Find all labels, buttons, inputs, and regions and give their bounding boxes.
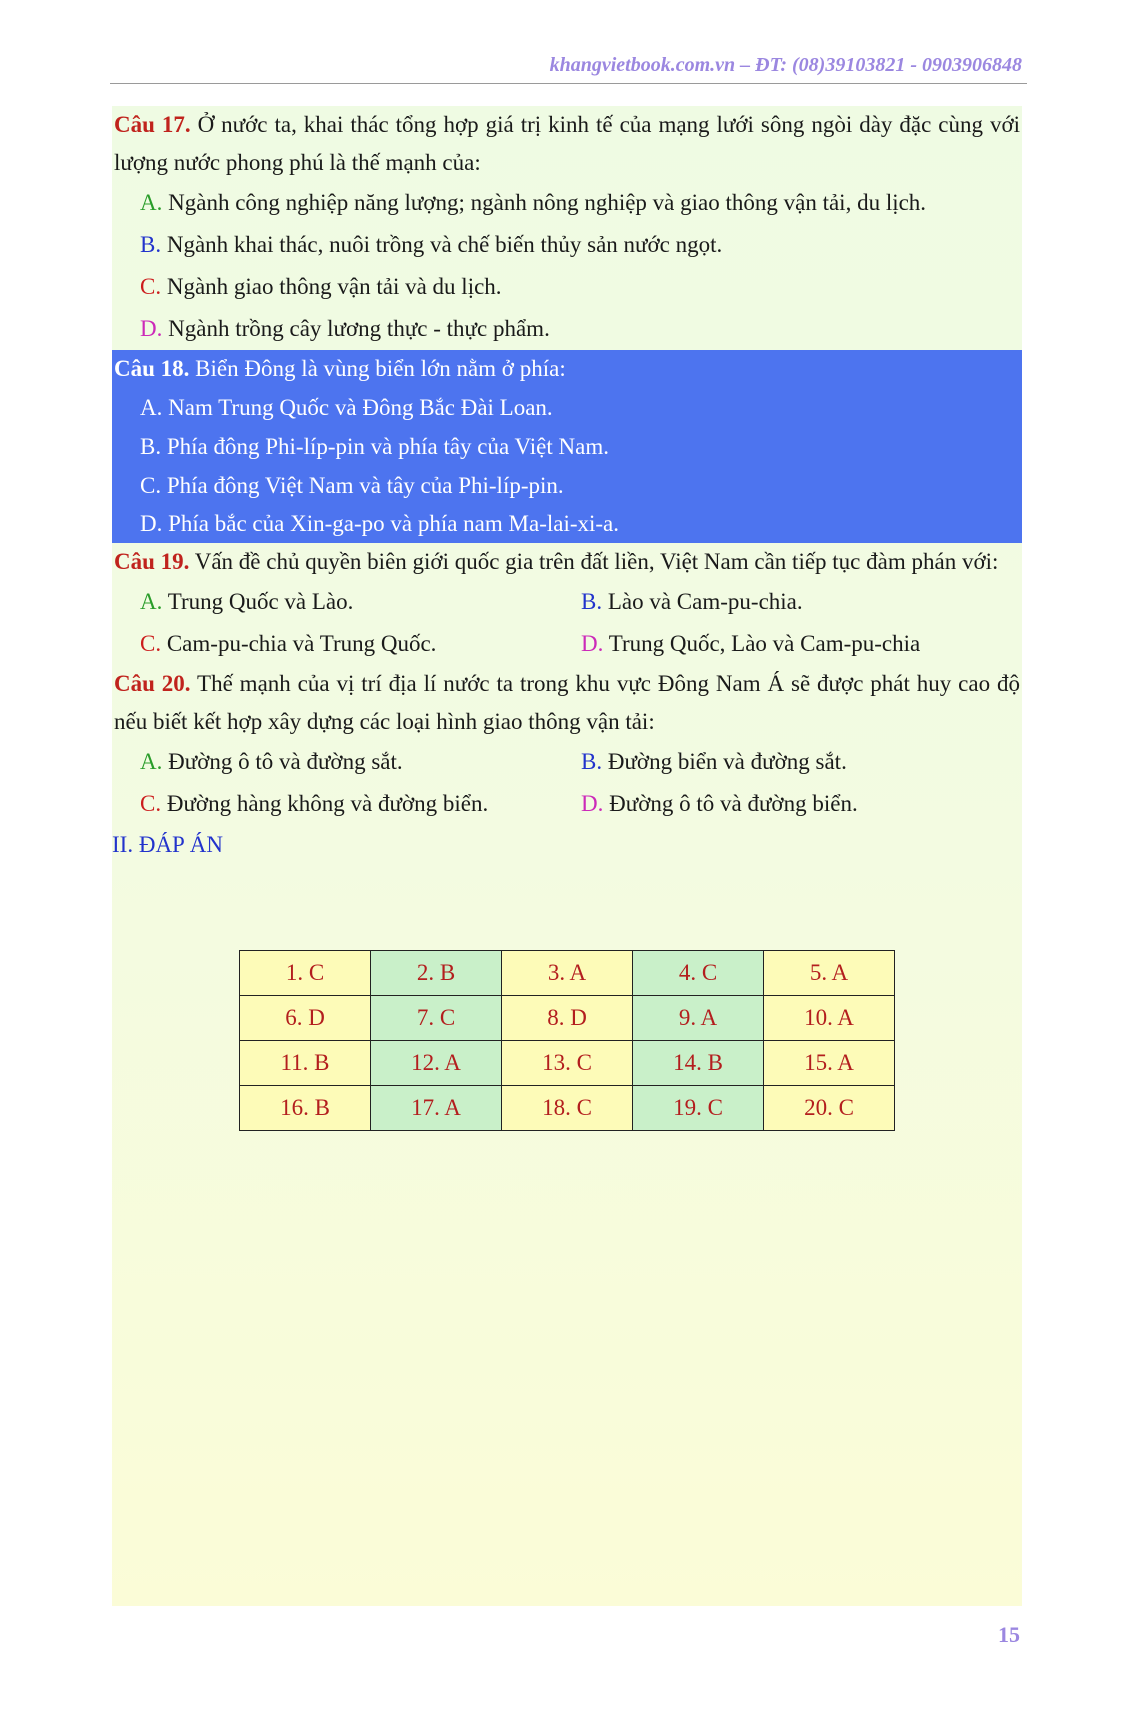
content-area: [112, 106, 1022, 1606]
options-row: [112, 783, 1022, 825]
answer-cell: 5. A: [764, 951, 895, 996]
option-text: Lào và Cam-pu-chia.: [602, 589, 803, 614]
answer-cell: 2. B: [371, 951, 502, 996]
answer-cell: 14. B: [633, 1041, 764, 1086]
answer-cell: 8. D: [502, 996, 633, 1041]
table-row: [240, 996, 895, 1041]
option-b[interactable]: [112, 224, 1022, 266]
option-a[interactable]: [112, 741, 581, 783]
option-letter: C.: [140, 473, 162, 498]
option-c[interactable]: [112, 623, 581, 665]
option-text: Trung Quốc và Lào.: [162, 589, 354, 614]
option-d[interactable]: [112, 505, 1022, 543]
option-letter: D.: [581, 631, 604, 656]
option-letter: B.: [581, 749, 603, 774]
option-letter: A.: [140, 395, 163, 420]
answer-cell: 19. C: [633, 1086, 764, 1131]
question-17-stem: [112, 106, 1022, 182]
options-row: [112, 581, 1022, 623]
option-text: Nam Trung Quốc và Đông Bắc Đài Loan.: [162, 395, 553, 420]
option-b[interactable]: [581, 741, 1022, 783]
option-letter: D.: [140, 316, 163, 341]
option-a[interactable]: [112, 581, 581, 623]
section-title-text: ĐÁP ÁN: [133, 832, 223, 857]
answer-cell: 1. C: [240, 951, 371, 996]
answer-cell: 3. A: [502, 951, 633, 996]
table-row: [240, 1086, 895, 1131]
question-number: Câu 20.: [114, 671, 191, 696]
option-d[interactable]: [581, 623, 1022, 665]
option-a[interactable]: [112, 388, 1022, 427]
section-roman: II.: [112, 832, 134, 857]
option-text: Phía đông Phi-líp-pin và phía tây của Việt Nam.: [161, 434, 609, 459]
option-letter: A.: [140, 749, 163, 774]
options-row: [112, 741, 1022, 783]
option-c[interactable]: [112, 466, 1022, 505]
question-19: [112, 543, 1022, 665]
option-text: Ngành khai thác, nuôi trồng và chế biến thủy sản nước ngọt.: [161, 232, 723, 257]
option-letter: D.: [140, 511, 163, 536]
option-text: Trung Quốc, Lào và Cam-pu-chia: [603, 631, 921, 656]
option-a[interactable]: [112, 182, 1022, 224]
table-row: [240, 1041, 895, 1086]
option-text: Đường biển và đường sắt.: [602, 749, 847, 774]
page-number: 15: [998, 1622, 1020, 1647]
options-row: [112, 623, 1022, 665]
option-text: Đường ô tô và đường sắt.: [162, 749, 403, 774]
question-20: [112, 665, 1022, 825]
answer-cell: 15. A: [764, 1041, 895, 1086]
option-letter: B.: [140, 434, 162, 459]
question-20-stem: [112, 665, 1022, 741]
option-text: Ngành trồng cây lương thực - thực phẩm.: [162, 316, 550, 341]
answer-cell: 13. C: [502, 1041, 633, 1086]
answer-cell: 7. C: [371, 996, 502, 1041]
option-d[interactable]: [112, 308, 1022, 350]
question-19-stem: [112, 543, 1022, 581]
question-text: Thế mạnh của vị trí địa lí nước ta trong khu vực Đông Nam Á sẽ được phát huy cao độ nếu biết kết hợp xây dựng các loại hình giao thông vận tải:: [114, 671, 1020, 734]
answer-table: [239, 950, 895, 1131]
option-letter: C.: [140, 274, 162, 299]
answer-cell: 12. A: [371, 1041, 502, 1086]
section-title: [112, 825, 1022, 865]
option-letter: A.: [140, 589, 163, 614]
option-text: Ngành công nghiệp năng lượng; ngành nông nghiệp và giao thông vận tải, du lịch.: [162, 190, 927, 215]
option-d[interactable]: [581, 783, 1022, 825]
answer-cell: 18. C: [502, 1086, 633, 1131]
table-row: [240, 951, 895, 996]
option-letter: A.: [140, 190, 163, 215]
option-c[interactable]: [112, 266, 1022, 308]
option-text: Đường hàng không và đường biển.: [161, 791, 489, 816]
answer-cell: 16. B: [240, 1086, 371, 1131]
answer-cell: 17. A: [371, 1086, 502, 1131]
option-c[interactable]: [112, 783, 581, 825]
answer-cell: 4. C: [633, 951, 764, 996]
question-text: Ở nước ta, khai thác tổng hợp giá trị kinh tế của mạng lưới sông ngòi dày đặc cùng với lượng nước phong phú là thế mạnh của:: [114, 112, 1020, 175]
question-18-stem: [112, 350, 1022, 388]
question-number: Câu 18.: [114, 356, 190, 381]
header-divider: [110, 83, 1027, 84]
page-header: khangvietbook.com.vn – ĐT: (08)39103821 - 0903906848: [549, 54, 1022, 76]
option-letter: B.: [140, 232, 162, 257]
option-letter: C.: [140, 631, 162, 656]
option-b[interactable]: [581, 581, 1022, 623]
option-text: Đường ô tô và đường biển.: [603, 791, 858, 816]
question-number: Câu 19.: [114, 549, 190, 574]
option-letter: C.: [140, 791, 162, 816]
option-text: Phía đông Việt Nam và tây của Phi-líp-pin.: [161, 473, 564, 498]
question-text: Biển Đông là vùng biển lớn nằm ở phía:: [189, 356, 566, 381]
option-text: Cam-pu-chia và Trung Quốc.: [161, 631, 437, 656]
question-17: [112, 106, 1022, 350]
option-b[interactable]: [112, 427, 1022, 466]
option-text: Phía bắc của Xin-ga-po và phía nam Ma-lai-xi-a.: [162, 511, 620, 536]
question-number: Câu 17.: [114, 112, 191, 137]
question-18-selected: [112, 350, 1022, 543]
option-letter: B.: [581, 589, 603, 614]
question-text: Vấn đề chủ quyền biên giới quốc gia trên đất liền, Việt Nam cần tiếp tục đàm phán với:: [189, 549, 999, 574]
answer-cell: 20. C: [764, 1086, 895, 1131]
answer-cell: 6. D: [240, 996, 371, 1041]
option-letter: D.: [581, 791, 604, 816]
answer-cell: 11. B: [240, 1041, 371, 1086]
answer-cell: 9. A: [633, 996, 764, 1041]
option-text: Ngành giao thông vận tải và du lịch.: [161, 274, 502, 299]
answer-cell: 10. A: [764, 996, 895, 1041]
